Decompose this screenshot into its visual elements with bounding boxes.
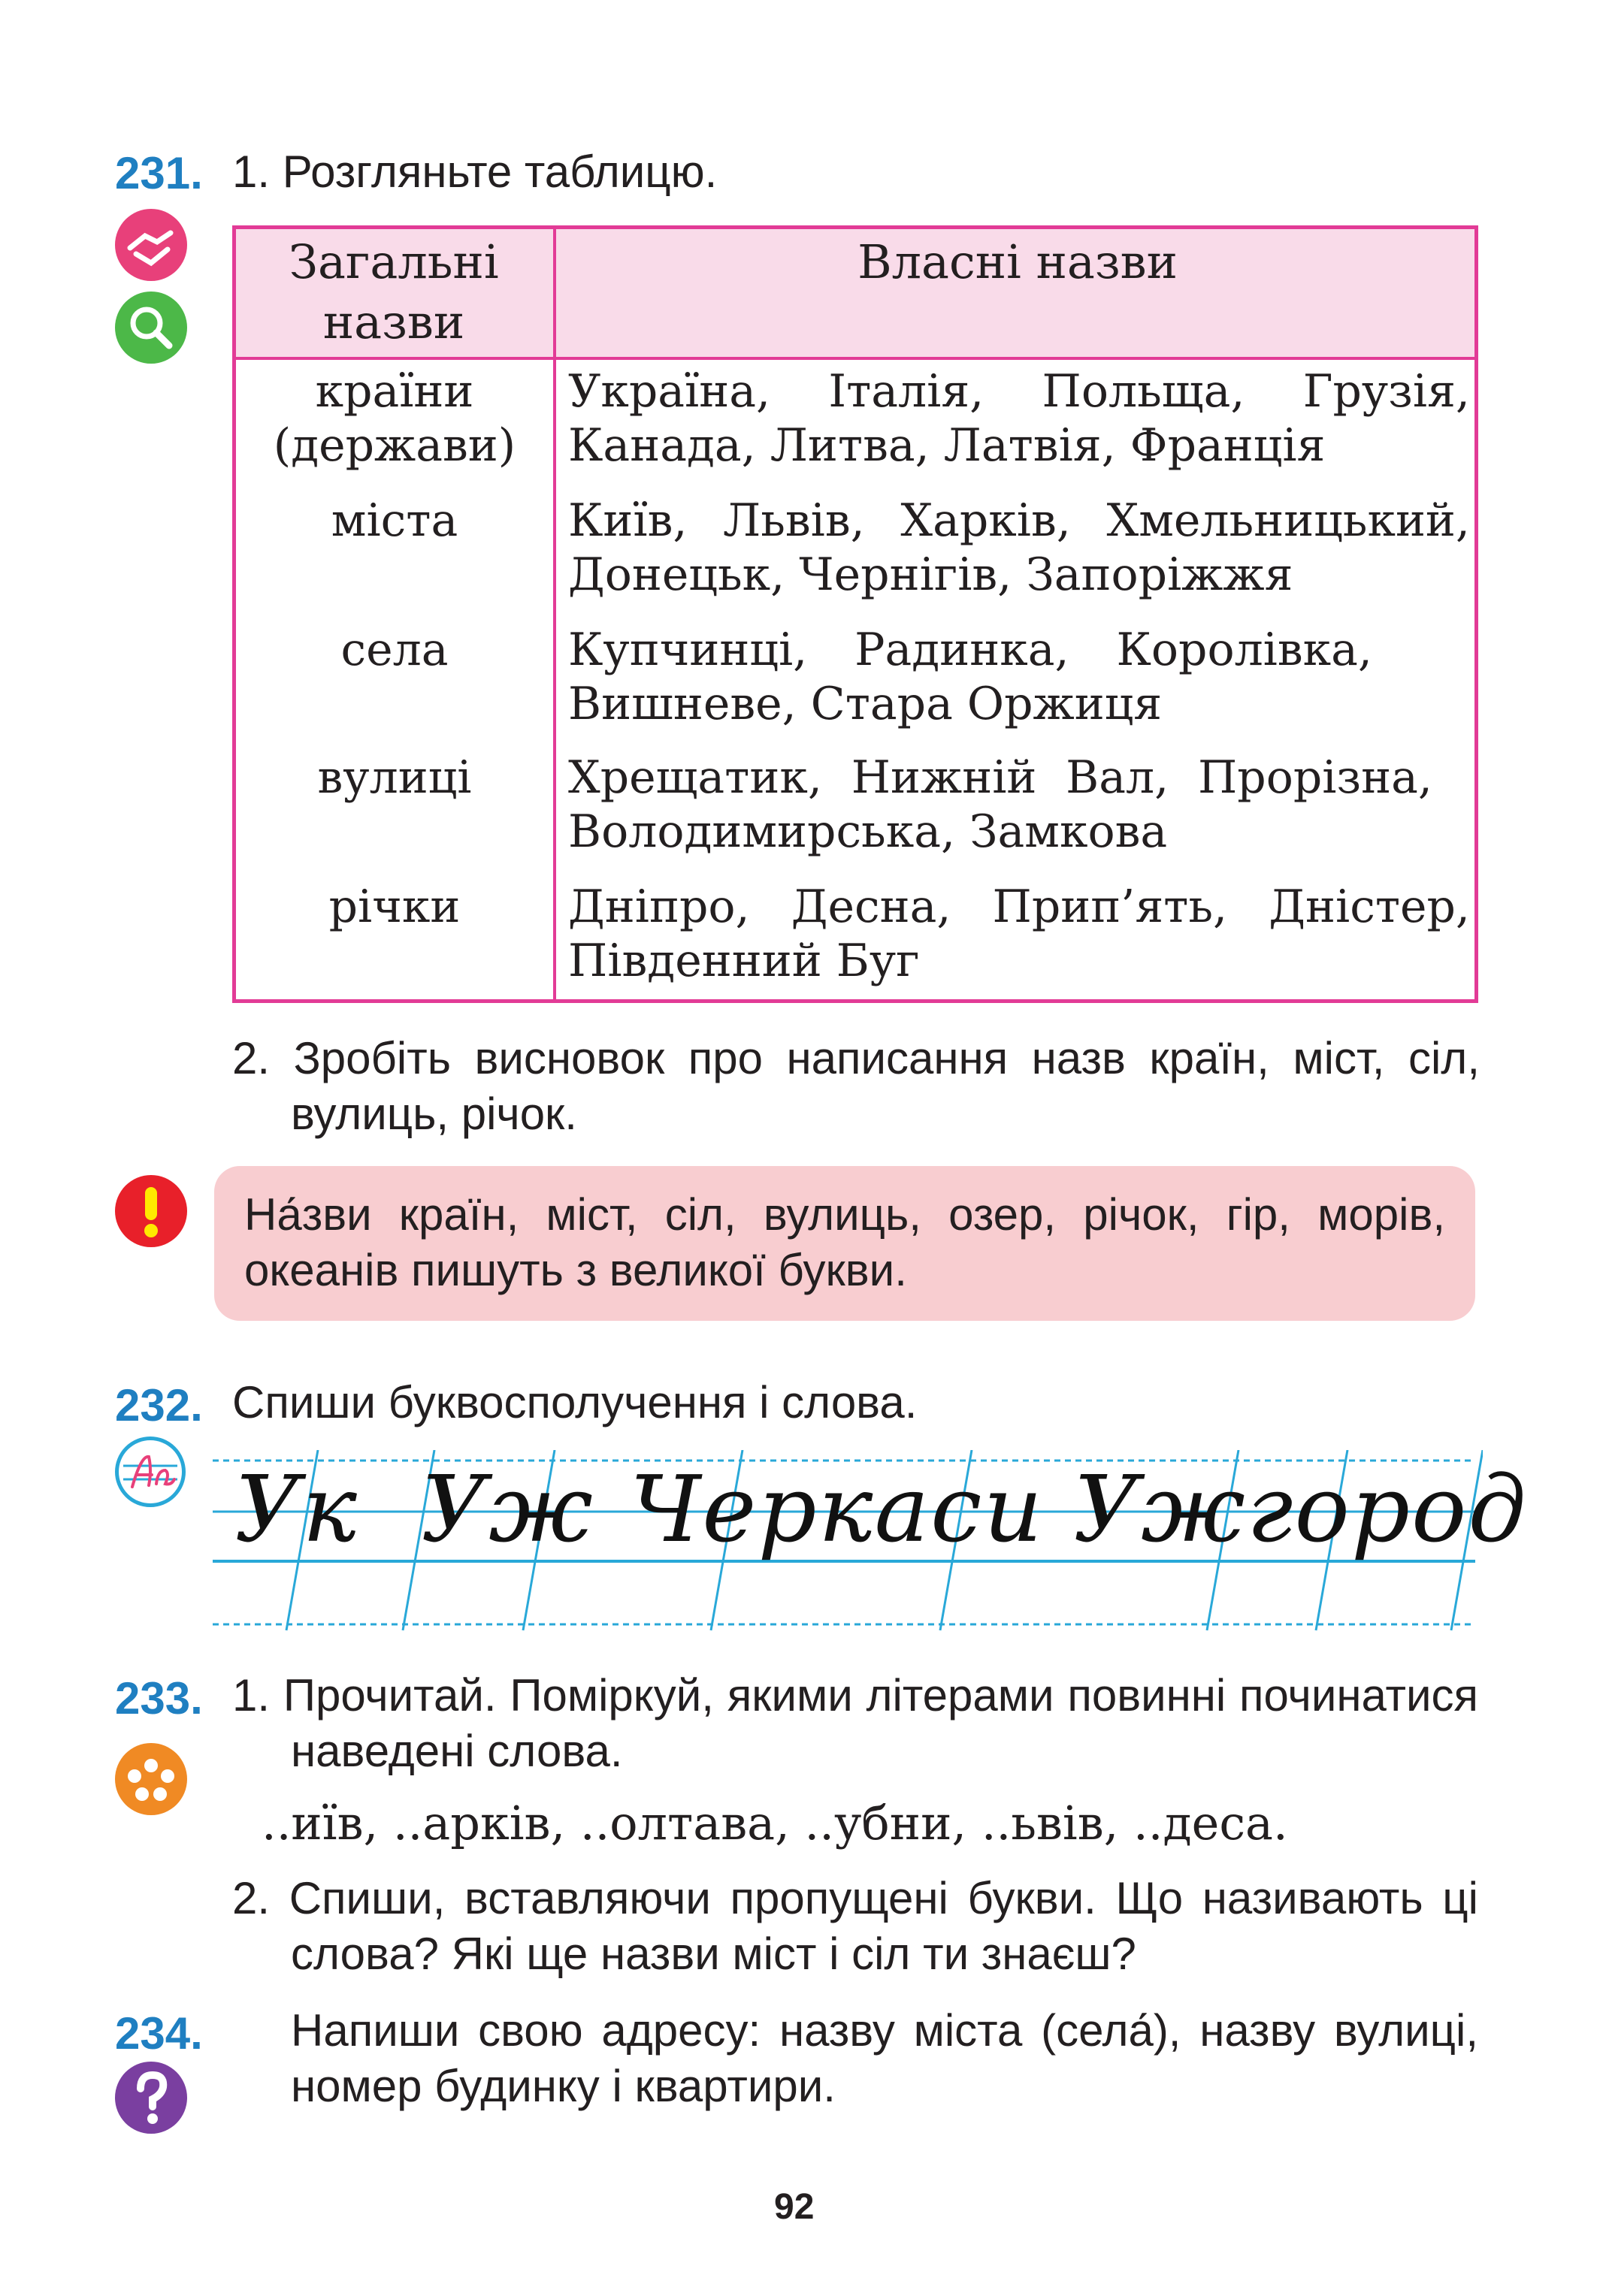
row-countries-proper: Україна, Італія, Польща, Грузія, Канада, Литва, Латвія, Франція [568,365,1470,472]
row-cities-common: міста [331,494,458,547]
row-streets-common: вулиці [317,751,472,804]
exercise-234-task: Напиши свою адресу: назву міста (села́), назву вулиці, номер будинку і квартири. [291,2005,1478,2111]
exercise-232-task: Спиши буквосполучення і слова. [232,1377,918,1427]
exercise-232-number: 232. [115,1380,203,1430]
header-common-names: Загальні назви [289,234,499,349]
table-column-divider [553,229,556,999]
exercise-231-task-2-text: 2. Зробіть висновок про написання назв країн, міст, сіл, вулиць, річок. [232,1033,1480,1139]
row-villages-common: села [340,624,449,676]
header-proper-names: Власні назви [857,234,1178,289]
exercise-231-number: 231. [115,148,203,198]
row-streets-proper: Хрещатик, Нижній Вал, Прорізна, Володимирська, Замкова [568,751,1432,858]
row-cities-proper: Київ, Львів, Харків, Хмельницький, Донецьк, Чернігів, Запоріжжя [568,494,1470,601]
row-rivers-common: річки [328,881,461,933]
question-icon [115,2062,187,2134]
row-rivers-proper: Дніпро, Десна, Прип’ять, Дністер, Південний Буг [568,881,1470,987]
exercise-233-words: ..иїв, ..арків, ..олтава, ..убни, ..ьвів, ..деса. [262,1796,1288,1850]
calligraphy-icon [115,1437,186,1507]
names-table [232,225,1478,1003]
handwriting-uzh: Уж [421,1456,594,1563]
exercise-231-task-1: 1. Розгляньте таблицю. [232,147,718,197]
exercise-233-number: 233. [115,1673,203,1724]
exercise-231-task-2 [232,1031,1480,1142]
exercise-234-number: 234. [115,2008,203,2059]
warning-icon [115,1175,187,1247]
pair-work-icon [115,209,187,281]
page-number: 92 [774,2187,815,2227]
exercise-233-task-1: 1. Прочитай. Поміркуй, якими літерами повинні починатися наведені слова. [232,1670,1478,1776]
row-countries-common: країни (держави) [273,365,516,472]
rule-box [214,1166,1475,1321]
group-work-icon [115,1743,187,1815]
exercise-233-task-2: 2. Спиши, вставляючи пропущені букви. Що називають ці слова? Які ще назви міст і сіл ти знаєш? [232,1873,1478,1979]
search-icon [115,292,187,364]
handwriting-cherkasy: Черкаси [630,1456,1045,1563]
handwriting-uk: Ук [234,1456,359,1563]
handwriting-uzhhorod: Ужгород [1073,1456,1528,1563]
row-villages-proper: Купчинці, Радинка, Королівка, Вишневе, Стара Оржиця [568,624,1372,730]
rule-text: На́зви країн, міст, сіл, вулиць, озер, річок, гір, морів, океанів пишуть з великої букви. [244,1189,1445,1295]
